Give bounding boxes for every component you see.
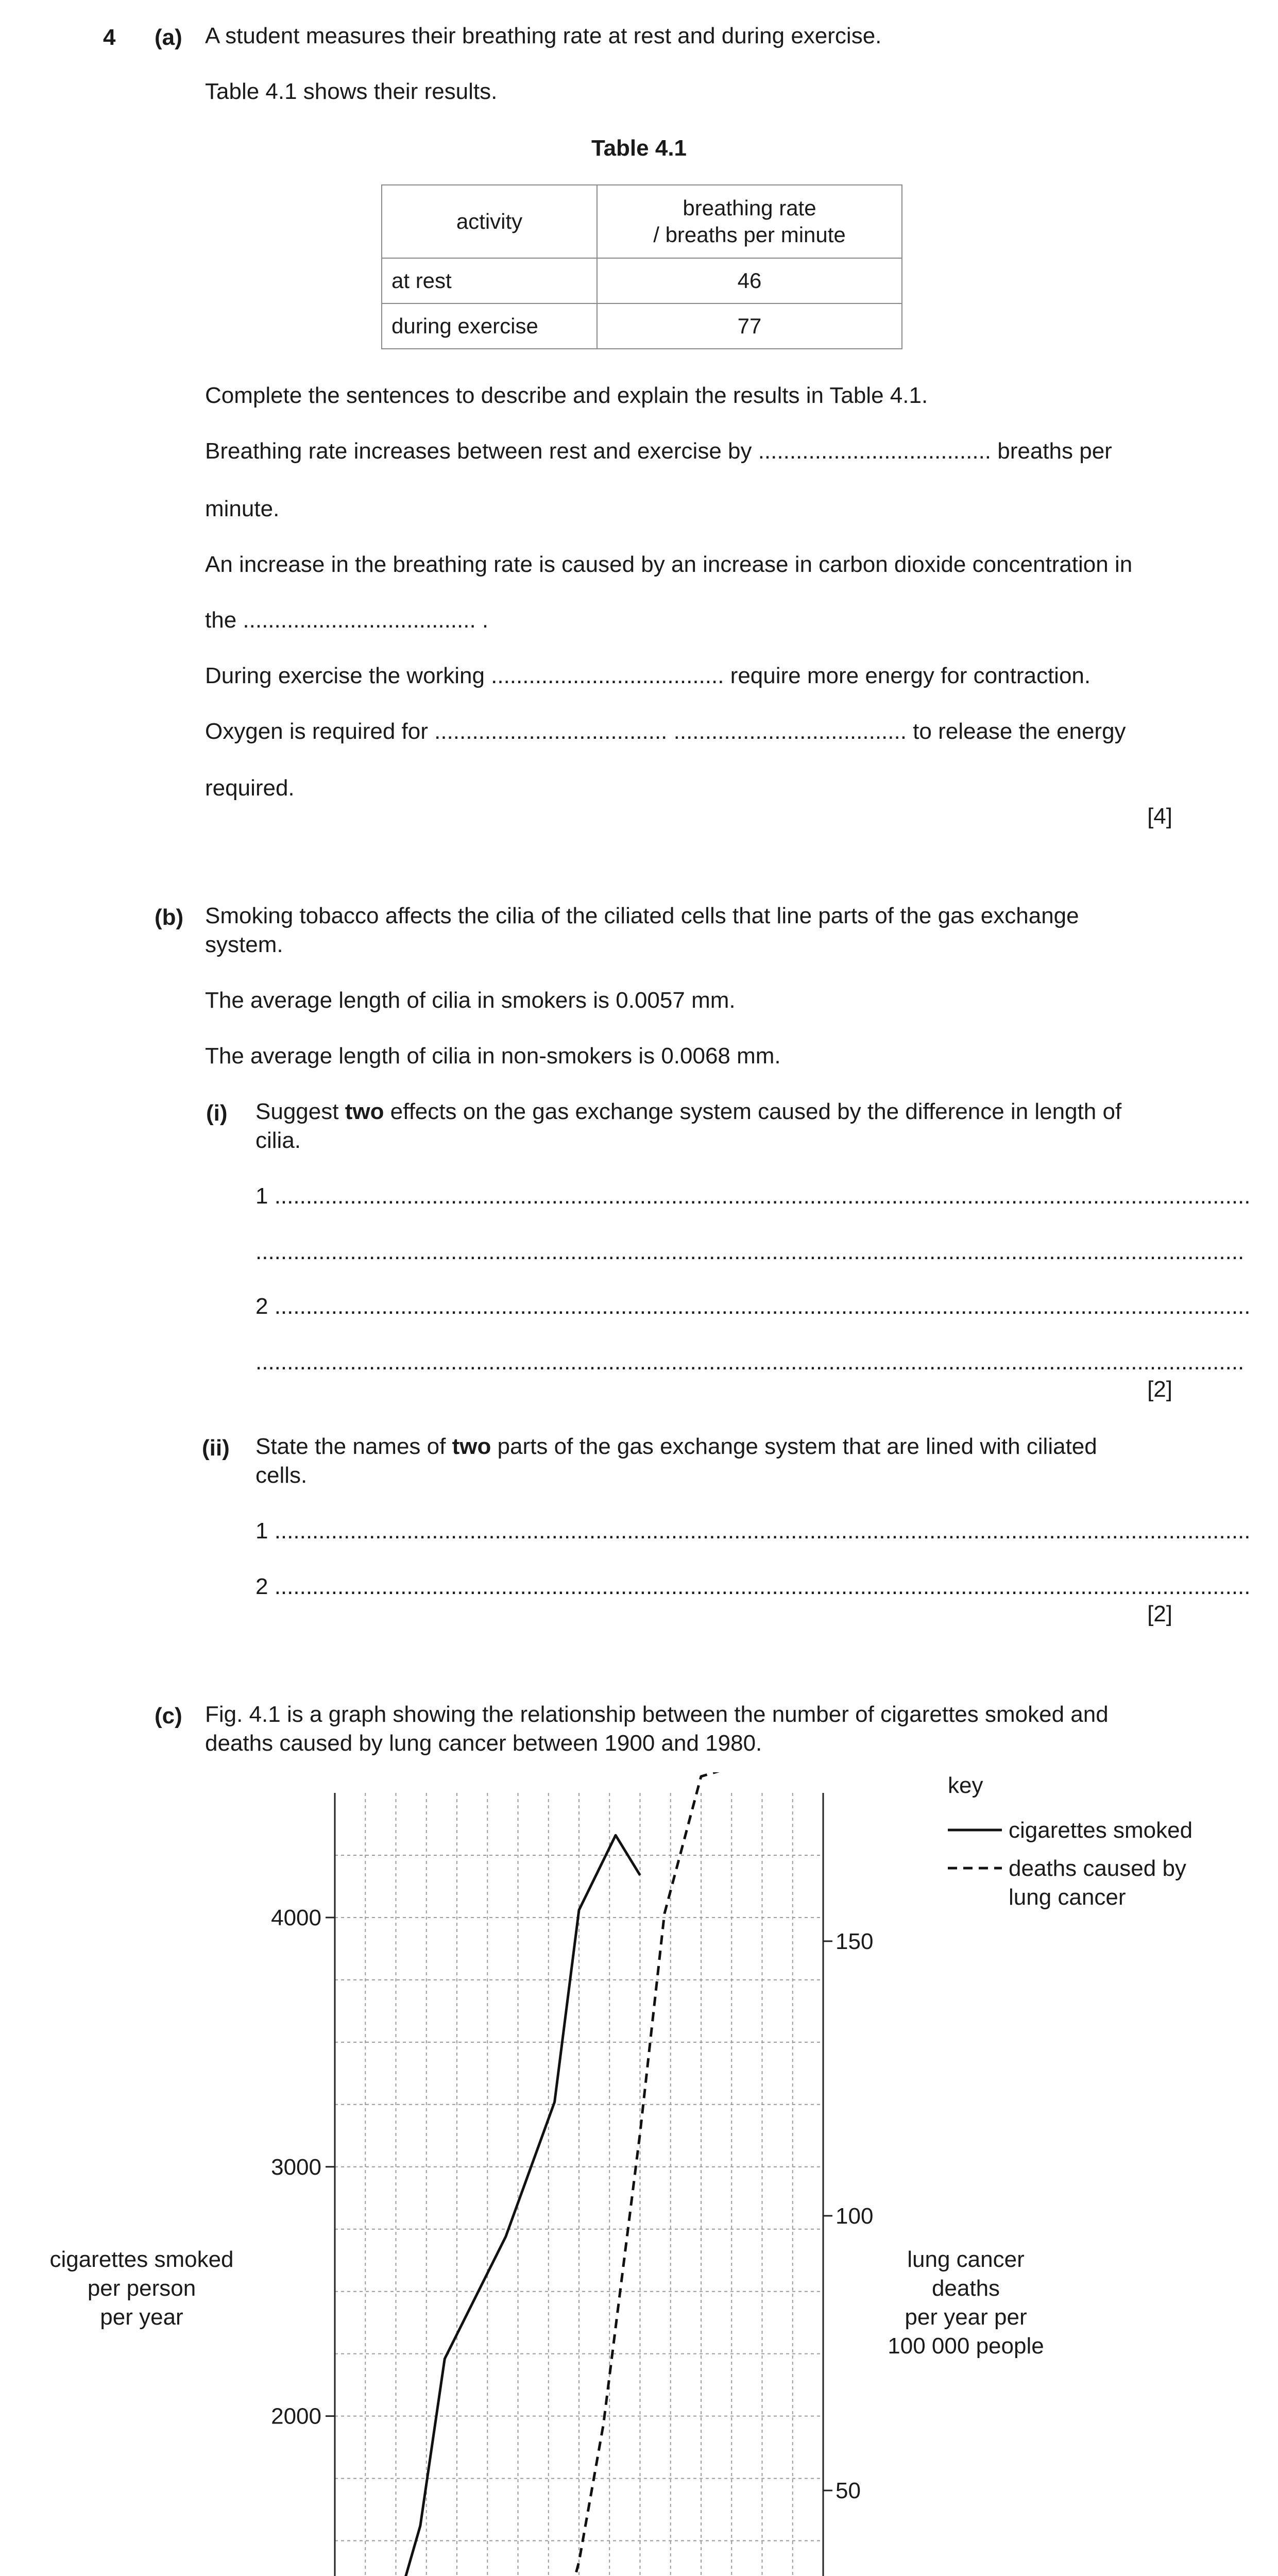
table-row (382, 258, 902, 303)
question-number: 4 (103, 25, 116, 50)
table-cell-rate: 46 (597, 258, 902, 303)
sentence-4-line-2: required. (205, 775, 295, 801)
sentence-1-line-2: minute. (205, 496, 280, 521)
y-right-axis-title: 100 000 people (888, 2333, 1044, 2359)
chart-series (335, 1772, 780, 2576)
part-b-ii-marks: [2] (1147, 1601, 1172, 1626)
key-title: key (948, 1773, 983, 1798)
part-b-ii-label: (ii) (202, 1435, 230, 1461)
answer-line-1[interactable]: 1 ........................................................................................................................................................... (255, 1183, 1251, 1209)
part-a-intro: A student measures their breathing rate at rest and during exercise. (205, 23, 882, 48)
table-cell-activity: during exercise (382, 303, 597, 349)
question-emphasis: two (452, 1434, 491, 1459)
question-emphasis: two (345, 1099, 384, 1124)
header-line-1: breathing rate (683, 196, 816, 220)
part-b-ii-question-line-2: cells. (255, 1463, 308, 1488)
y-left-axis-title: per year (100, 2304, 183, 2330)
answer-line-2[interactable]: 2 ........................................................................................................................................................... (255, 1294, 1251, 1319)
sentence-4-line-1: Oxygen is required for ..................................... ..................................... to release the energy (205, 719, 1126, 744)
results-table (381, 184, 902, 349)
question-text: parts of the gas exchange system that are lined with ciliated (491, 1434, 1097, 1459)
sentence-2-line-1: An increase in the breathing rate is caused by an increase in carbon dioxide concentration in (205, 552, 1133, 577)
part-c-intro-line-1: Fig. 4.1 is a graph showing the relationship between the number of cigarettes smoked and (205, 1702, 1109, 1727)
y-left-tick-label: 2000 (271, 2403, 321, 2429)
y-left-tick-label: 4000 (271, 1905, 321, 1930)
part-b-intro-line-1: Smoking tobacco affects the cilia of the ciliated cells that line parts of the gas exchange (205, 903, 1079, 928)
y-right-axis-title: per year per (905, 2304, 1027, 2330)
y-left-axis-title: per person (87, 2276, 196, 2301)
part-c-label: (c) (155, 1703, 182, 1728)
table-reference: Table 4.1 shows their results. (205, 79, 498, 104)
y-right-tick-label: 150 (836, 1928, 874, 1954)
figure-4-1-chart (0, 1772, 1278, 2576)
sentence-1-line-1: Breathing rate increases between rest and exercise by ..................................... breaths per (205, 438, 1112, 464)
cilia-answer-line-1[interactable]: 1 ........................................................................................................................................................... (255, 1518, 1251, 1544)
cilia-answer-line-2[interactable]: 2 ........................................................................................................................................................... (255, 1574, 1251, 1599)
table-title: Table 4.1 (591, 135, 687, 161)
y-right-axis-title: deaths (931, 2276, 1000, 2301)
question-text: Suggest (255, 1099, 345, 1124)
header-line-2: / breaths per minute (653, 223, 846, 247)
table-header-activity: activity (382, 185, 597, 258)
part-b-i-marks: [2] (1147, 1377, 1172, 1402)
part-a-instruction: Complete the sentences to describe and explain the results in Table 4.1. (205, 383, 928, 408)
table-row (382, 303, 902, 349)
y-right-axis-title: lung cancer (907, 2247, 1025, 2272)
cigarettes-smoked-line (335, 1835, 640, 2576)
sentence-3: During exercise the working ..................................... require more energy for contraction. (205, 663, 1091, 688)
y-left-axis-title: cigarettes smoked (49, 2247, 234, 2272)
answer-line-2-continued[interactable]: ............................................................................................................................................................. (255, 1349, 1245, 1375)
table-header-breathing-rate (597, 185, 902, 258)
part-b-ii-question (255, 1432, 1097, 1461)
part-b-intro-line-2: system. (205, 932, 283, 957)
key-dashed-label: deaths caused by (1009, 1856, 1186, 1881)
part-b-i-label: (i) (206, 1100, 228, 1126)
chart-labels (49, 1905, 1044, 2576)
y-right-tick-label: 50 (836, 2478, 861, 2503)
smokers-cilia-length: The average length of cilia in smokers is 0.0057 mm. (205, 988, 736, 1013)
y-right-tick-label: 100 (836, 2203, 874, 2229)
sentence-2-line-2: the ..................................... . (205, 607, 489, 633)
part-a-label: (a) (155, 25, 182, 50)
key-dashed-label: lung cancer (1009, 1885, 1126, 1910)
part-c-intro-line-2: deaths caused by lung cancer between 1900 and 1980. (205, 1731, 762, 1756)
part-b-i-question (255, 1097, 1121, 1126)
question-text: effects on the gas exchange system caused by the difference in length of (384, 1099, 1122, 1124)
key-solid-label: cigarettes smoked (1009, 1818, 1193, 1843)
part-b-i-question-line-2: cilia. (255, 1128, 301, 1153)
part-b-label: (b) (155, 905, 184, 930)
part-a-marks: [4] (1147, 804, 1172, 829)
answer-line-1-continued[interactable]: ............................................................................................................................................................. (255, 1239, 1245, 1264)
question-text: State the names of (255, 1434, 452, 1459)
chart-key (948, 1773, 1192, 1910)
non-smokers-cilia-length: The average length of cilia in non-smokers is 0.0068 mm. (205, 1043, 781, 1069)
table-cell-rate: 77 (597, 303, 902, 349)
table-cell-activity: at rest (382, 258, 597, 303)
y-left-tick-label: 3000 (271, 2154, 321, 2180)
